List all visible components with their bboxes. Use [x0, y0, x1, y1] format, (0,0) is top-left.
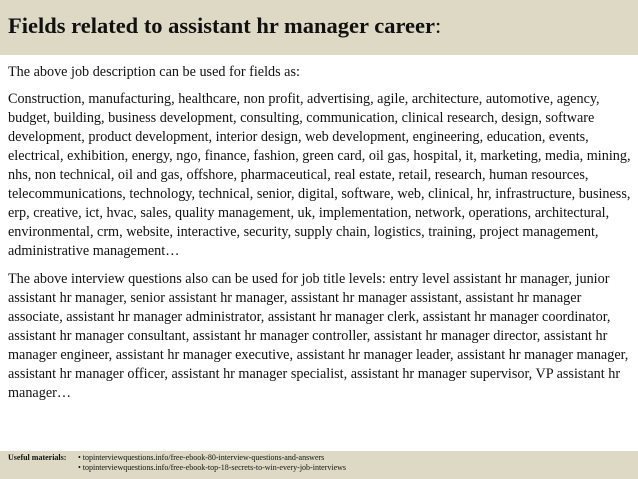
fields-paragraph: Construction, manufacturing, healthcare, non profit, advertising, agile, architecture, automotive, agency, budget, building, business development, consulting, communication, clinical research, design, software development, product development, interior design, web development, engineering, education, events, electrical, exhibition, energy, ngo, finance, fashion, green card, oil gas, hospital, it, marketing, media, mining, nhs, non technical, oil and gas, offshore, pharmaceutical, real estate, retail, research, human resources, telecommunications, technology, technical, senior, digital, software, web, clinical, hr, infrastructure, business, erp, creative, ict, hvac, sales, quality management, uk, implementation, network, operations, architectural, environmental, crm, website, interactive, security, supply chain, logistics, training, project management, administrative management… — [8, 91, 631, 259]
footer-link-ebook-80-questions[interactable]: • topinterviewquestions.info/free-ebook-80-interview-questions-and-answers — [78, 453, 325, 462]
footer-link-ebook-18-secrets[interactable]: • topinterviewquestions.info/free-ebook-top-18-secrets-to-win-every-job-interviews — [78, 463, 347, 472]
footer-bar — [0, 451, 638, 479]
title-bar — [0, 0, 638, 55]
page-title-colon: : — [435, 13, 442, 38]
job-levels-paragraph: The above interview questions also can be used for job title levels: entry level assistant hr manager, junior assistant hr manager, senior assistant hr manager, assistant hr manager assistant, assistant hr manager associate, assistant hr manager administrator, assistant hr manager clerk, assistant hr manager coordinator, assistant hr manager consultant, assistant hr manager controller, assistant hr manager director, assistant hr manager engineer, assistant hr manager executive, assistant hr manager leader, assistant hr manager manager, assistant hr manager officer, assistant hr manager specialist, assistant hr manager supervisor, VP assistant hr manager… — [8, 271, 629, 401]
page-title — [8, 13, 441, 39]
intro-paragraph: The above job description can be used for fields as: — [8, 64, 300, 80]
useful-materials-label: Useful materials: — [8, 453, 67, 462]
page-title-text: Fields related to assistant hr manager career — [8, 13, 436, 38]
slide-body — [8, 63, 634, 403]
useful-materials-links — [78, 453, 346, 473]
useful-materials — [8, 453, 346, 473]
